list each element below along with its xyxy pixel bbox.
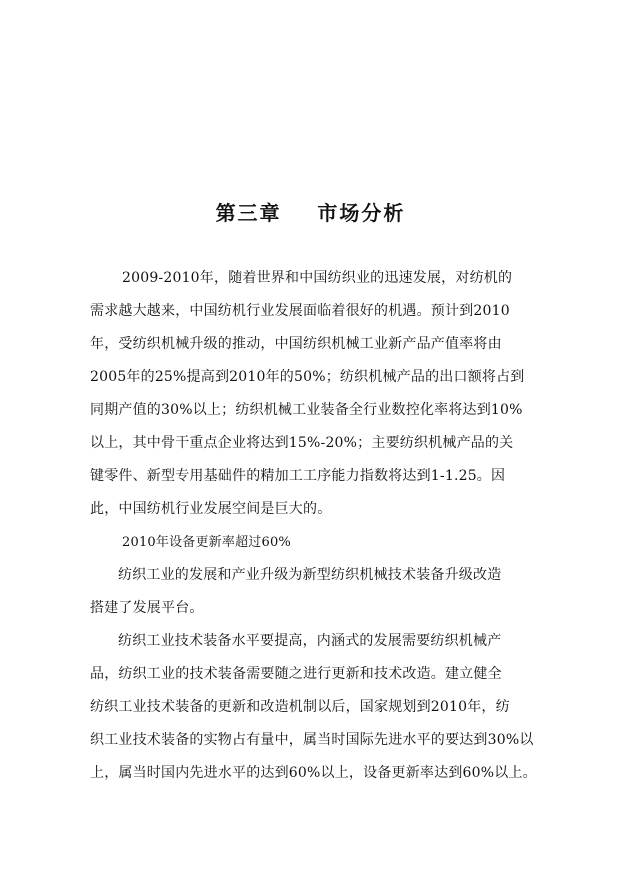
paragraph-line: 以上，其中骨干重点企业将达到15%-20%；主要纺织机械产品的关: [90, 435, 514, 451]
section-subheading: 2010年设备更新率超过60%: [122, 535, 291, 550]
paragraph-line: 纺织工业技术装备水平要提高，内涵式的发展需要纺织机械产: [118, 633, 502, 649]
chapter-title: 第三章 市场分析: [215, 201, 406, 225]
paragraph-line: 年，受纺织机械升级的推动，中国纺织机械工业新产品产值率将由: [90, 336, 502, 352]
paragraph-line: 上，属当时国内先进水平的达到60%以上，设备更新率达到60%以上。: [90, 765, 537, 781]
paragraph-line: 2009-2010年，随着世界和中国纺织业的迅速发展，对纺机的: [122, 270, 513, 286]
paragraph-line: 2005年的25%提高到2010年的50%；纺织机械产品的出口额将占到: [90, 369, 525, 385]
paragraph-line: 纺织工业的发展和产业升级为新型纺织机械技术装备升级改造: [118, 567, 502, 583]
paragraph-line: 需求越大越来，中国纺机行业发展面临着很好的机遇。预计到2010: [90, 303, 510, 319]
paragraph-line: 同期产值的30%以上；纺织机械工业装备全行业数控化率将达到10%: [90, 402, 523, 418]
paragraph-line: 纺织工业技术装备的更新和改造机制以后，国家规划到2010年，纺: [90, 699, 510, 715]
paragraph-line: 搭建了发展平台。: [90, 600, 204, 616]
paragraph-line: 织工业技术装备的实物占有量中，属当时国际先进水平的要达到30%以: [90, 732, 534, 748]
paragraph-line: 此，中国纺机行业发展空间是巨大的。: [90, 501, 332, 517]
paragraph-line: 品，纺织工业的技术装备需要随之进行更新和技术改造。建立健全: [90, 666, 502, 682]
document-body: [90, 262, 550, 790]
paragraph-line: 键零件、新型专用基础件的精加工工序能力指数将达到1-1.25。因: [90, 468, 506, 484]
